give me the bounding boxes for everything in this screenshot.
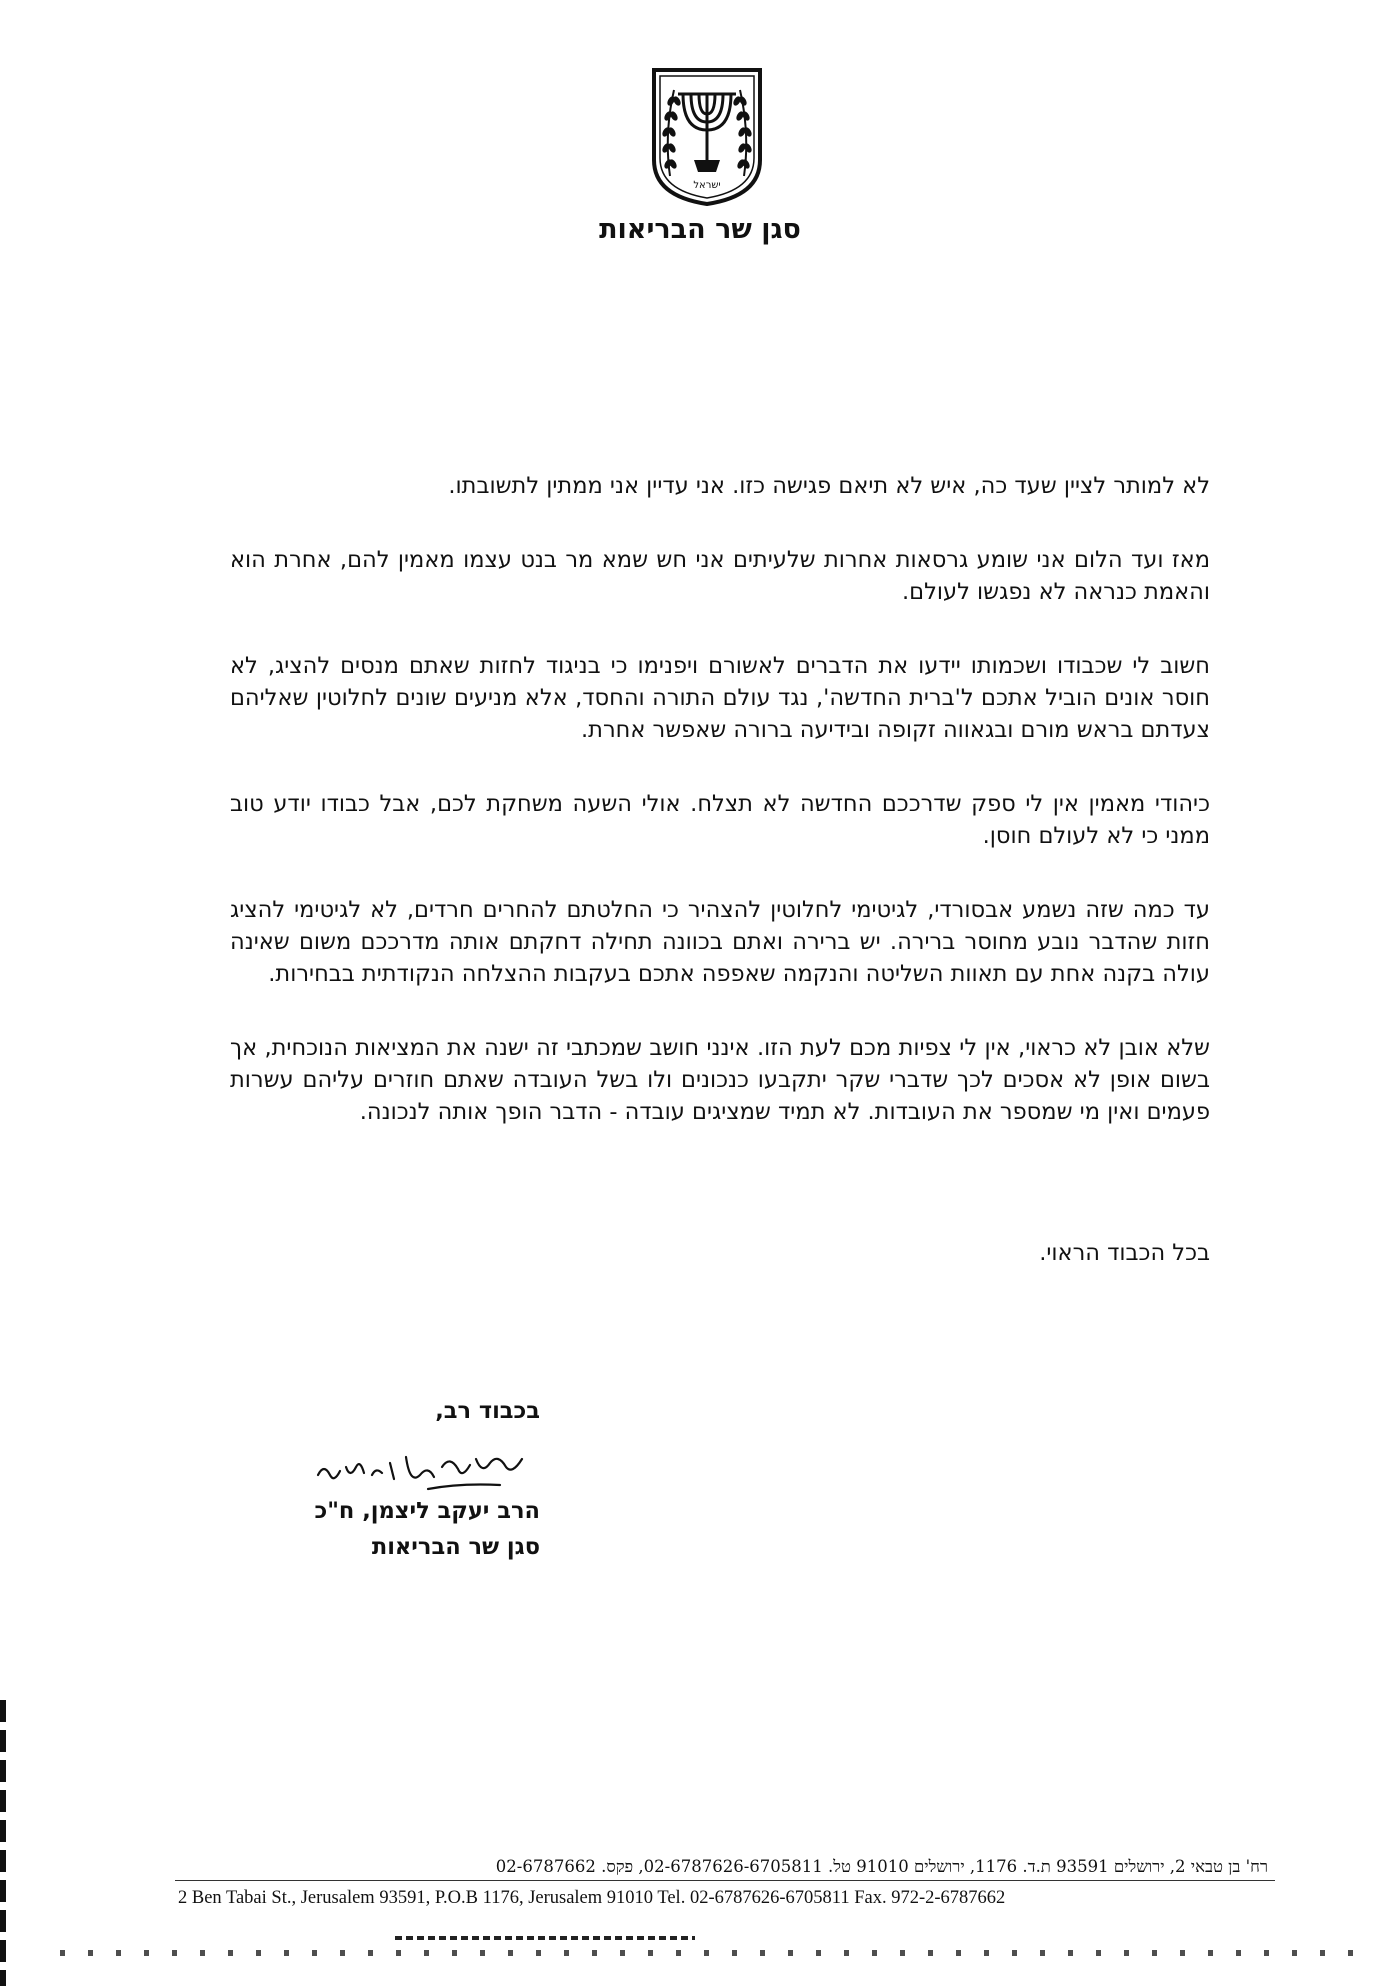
handwritten-signature (310, 1445, 530, 1497)
paragraph: לא למותר לציין שעד כה, איש לא תיאם פגישה כזו. אני עדיין אני ממתין לתשובתו. (448, 473, 1210, 499)
signer-title: סגן שר הבריאות (371, 1534, 540, 1560)
scan-dots-artifact (60, 1950, 1360, 1956)
paragraph: חשוב לי שכבודו ושכמותו יידעו את הדברים לאשורם ויפנימו כי בניגוד לחזות שאתם מנסים להציג, לא חוסר אונים הוביל אתכם ל'ברית החדשה', נגד עולם התורה והחסד, אלא מניעים שונים לחלוטין שאליהם צעדתם בראש מורם ובגאווה זקופה ובידיעה ברורה שאפשר אחרת. (230, 653, 1210, 743)
scan-dash-artifact (395, 1936, 695, 1940)
footer-english-address: 2 Ben Tabai St., Jerusalem 93591, P.O.B 1176, Jerusalem 91010 Tel. 02-6787626-6705811 Fax. 972-2-6787662 (178, 1888, 1006, 1908)
closing-line: בכל הכבוד הראוי. (1039, 1240, 1210, 1266)
letter-body (230, 470, 1210, 1170)
paragraph: מאז ועד הלום אני שומע גרסאות אחרות שלעיתים אני חש שמא מר בנט עצמו מאמין להם, אחרת הוא והאמת כנראה לא נפגשו לעולם. (230, 547, 1210, 605)
footer-hebrew-address: רח' בן טבאי 2, ירושלים 93591 ת.ד. 1176, ירושלים 91010 טל. 02-6787626-6705811, פקס. 02-6787662 (495, 1857, 1268, 1876)
footer-divider (175, 1880, 1275, 1881)
regards-line: בכבוד רב, (435, 1398, 540, 1424)
scan-edge-artifact (0, 1700, 6, 1986)
paragraph: עד כמה שזה נשמע אבסורדי, לגיטימי לחלוטין להצהיר כי החלטתם להחרים חרדים, לא לגיטימי להציג חזות שהדבר נובע מחוסר ברירה. יש ברירה ואתם בכוונה תחילה דחקתם אותה מדרככם משום שאינה עולה בקנה אחת עם תאוות השליטה והנקמה שאפפה אתכם בעקבות ההצלחה הנקודתית בבחירות. (230, 897, 1210, 987)
signer-name: הרב יעקב ליצמן, ח"כ (314, 1498, 540, 1524)
svg-text:ישראל: ישראל (693, 180, 721, 191)
state-emblem-icon (648, 64, 766, 208)
paragraph: כיהודי מאמין אין לי ספק שדרככם החדשה לא תצלח. אולי השעה משחקת לכם, אבל כבודו יודע טוב ממני כי לא לעולם חוסן. (230, 791, 1210, 849)
paragraph: שלא אובן לא כראוי, אין לי צפיות מכם לעת הזו. אינני חושב שמכתבי זה ישנה את המציאות הנוכחית, אך בשום אופן לא אסכים לכך שדברי שקר יתקבעו כנכונים ולו בשל העובדה שאתם חוזרים עליהם עשרות פעמים ואין מי שמספר את העובדות. לא תמיד שמציגים עובדה - הדבר הופך אותה לנכונה. (230, 1035, 1210, 1125)
office-title: סגן שר הבריאות (599, 214, 801, 245)
